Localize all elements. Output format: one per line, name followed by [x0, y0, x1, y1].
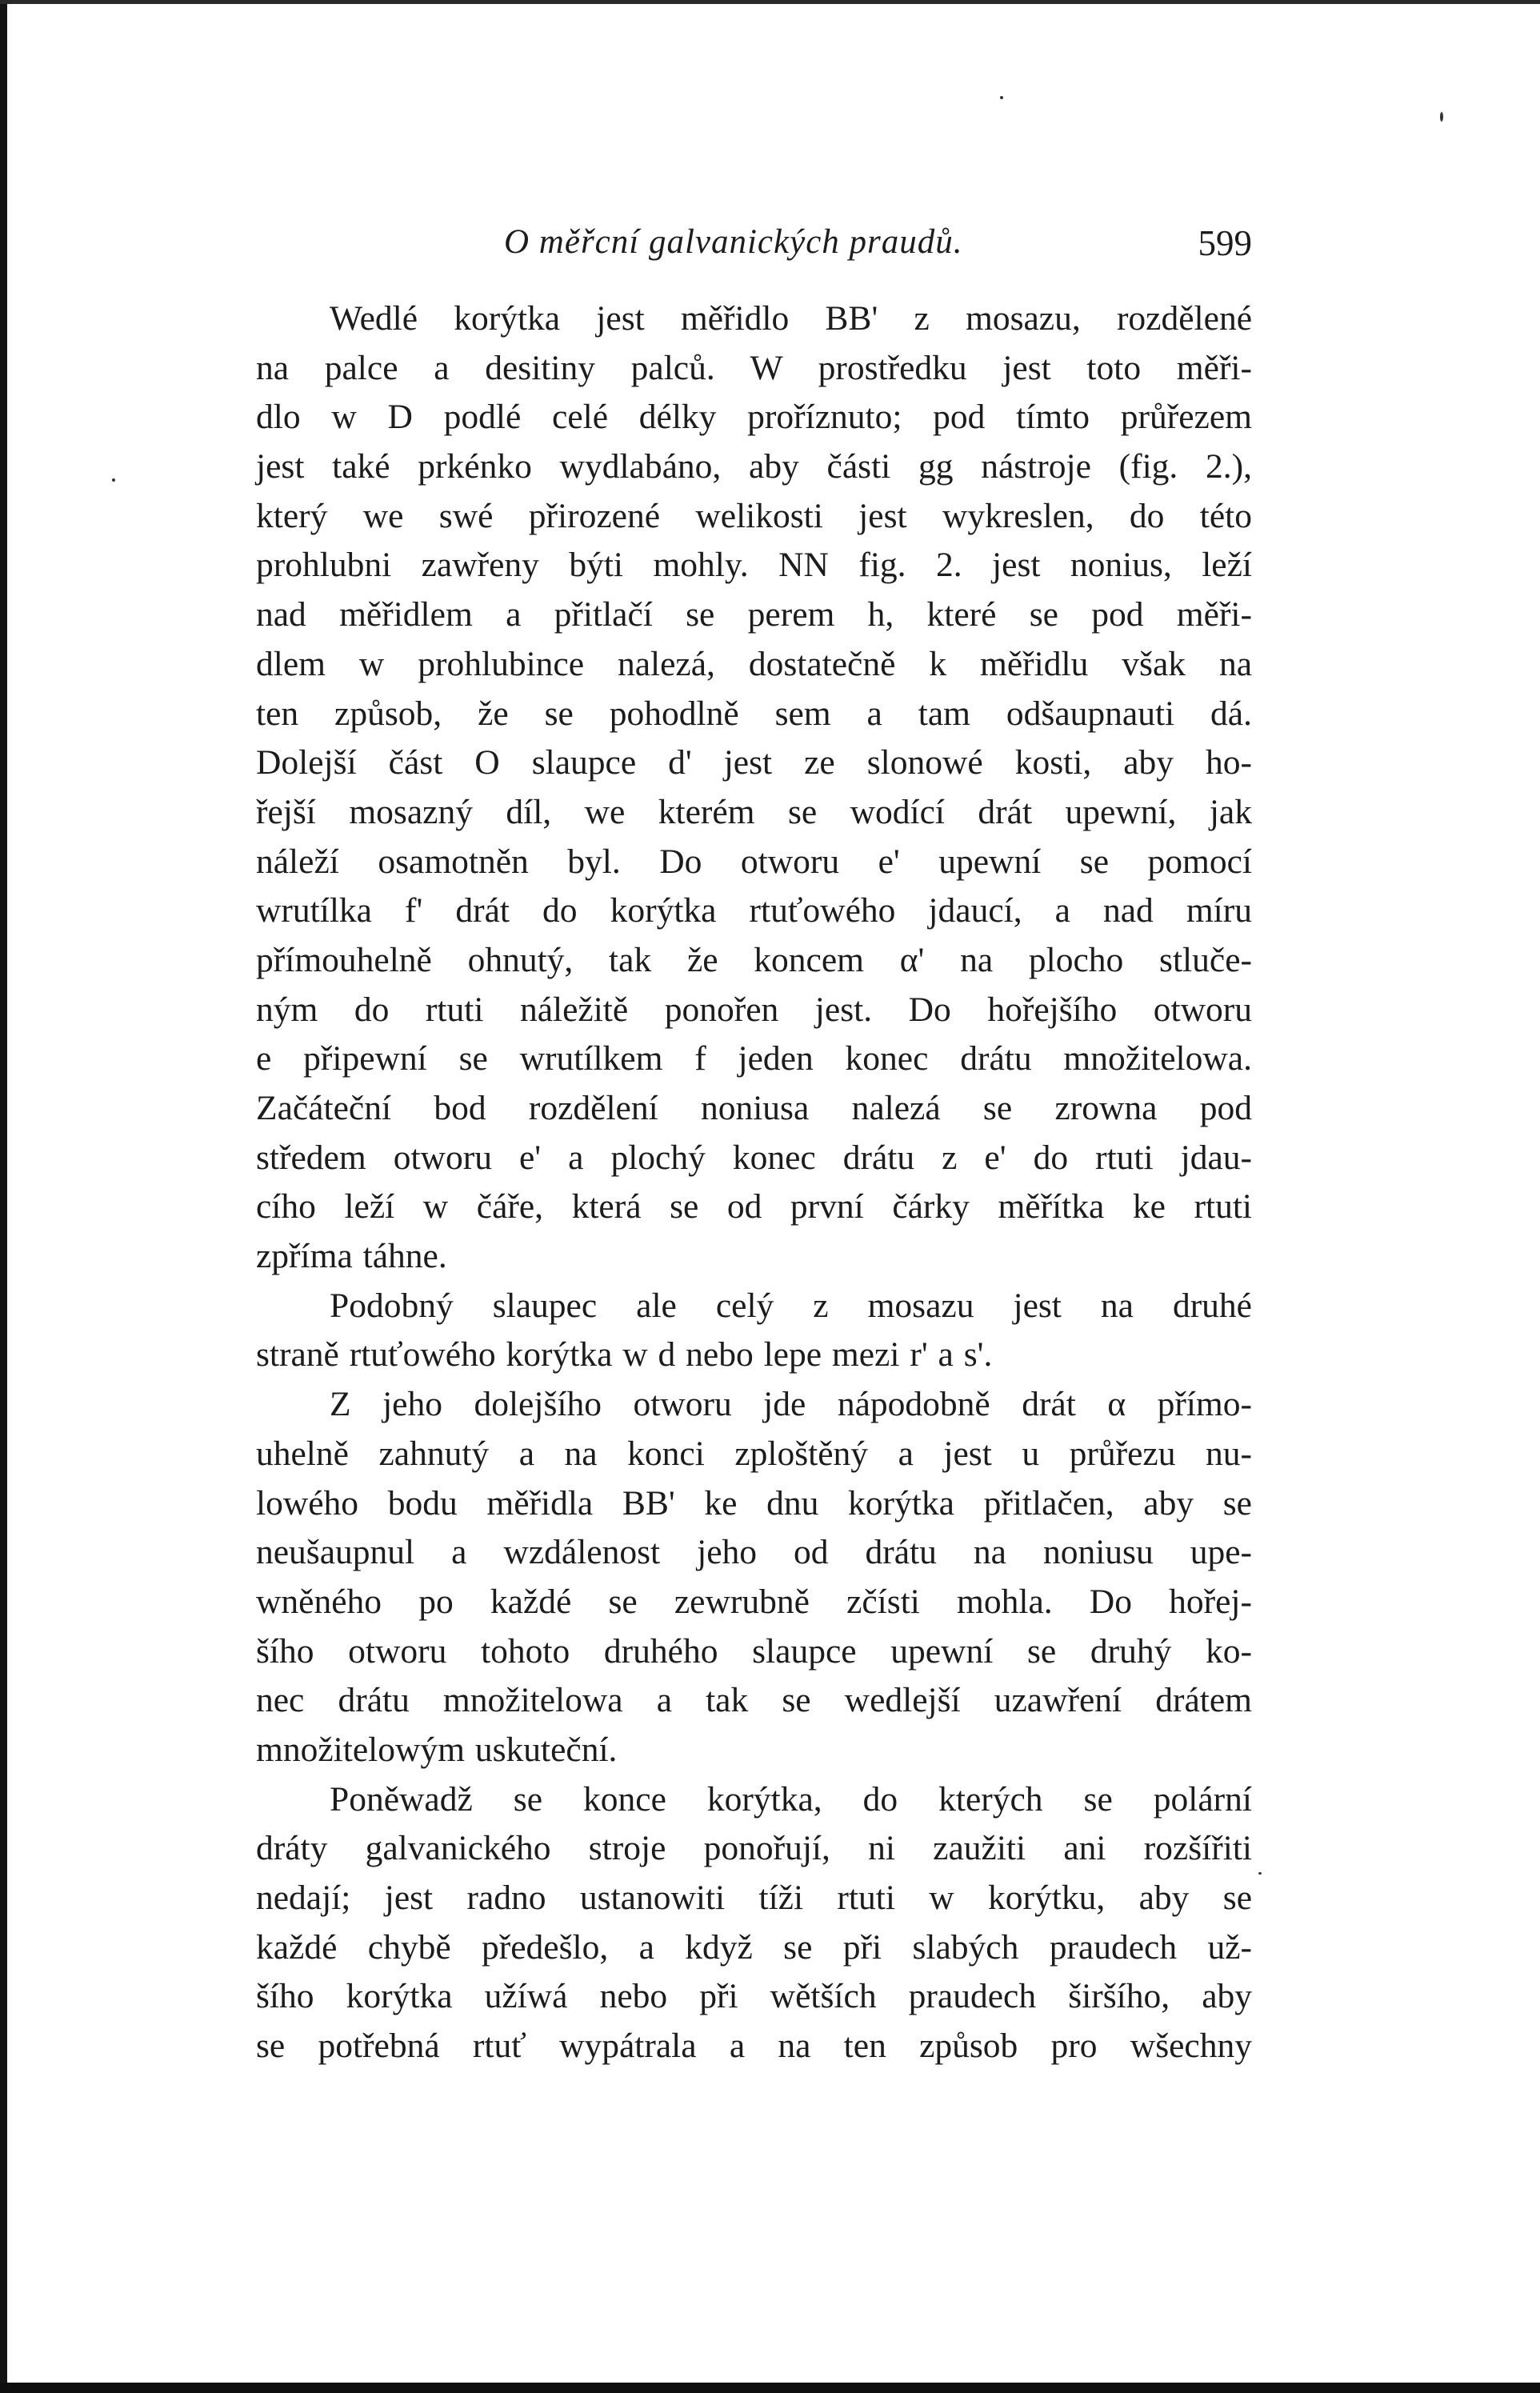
text-line: Wedlé korýtka jest měřidlo BB' z mosazu, rozdělené	[330, 299, 1252, 338]
text-line: se potřebná rtuť wypátrala a na ten způsob pro wšechny	[256, 2027, 1252, 2066]
page-edge-top	[0, 0, 1540, 4]
text-line: šího otworu tohoto druhého slaupce upewní se druhý ko-	[256, 1631, 1252, 1671]
scan-speck	[1258, 1872, 1262, 1875]
scan-speck	[1000, 96, 1003, 99]
text-line: neušaupnul a wzdálenost jeho od drátu na noniusu upe-	[256, 1533, 1252, 1572]
text-line: Podobný slaupec ale celý z mosazu jest na druhé	[330, 1286, 1252, 1325]
text-line: uhelně zahnutý a na konci zploštěný a jest u průřezu nu-	[256, 1434, 1252, 1473]
text-line: Poněwadž se konce korýtka, do kterých se polární	[330, 1779, 1252, 1819]
text-line: cího leží w čáře, která se od první čárky měřítka ke rtuti	[256, 1187, 1252, 1227]
text-line: nec drátu množitelowa a tak se wedlejší uzawření drátem	[256, 1681, 1252, 1720]
text-line: lowého bodu měřidla BB' ke dnu korýtka přitlačen, aby se	[256, 1483, 1252, 1523]
text-line: ten způsob, že se pohodlně sem a tam odšaupnauti dá.	[256, 694, 1252, 733]
text-line: dráty galvanického stroje ponořují, ni zaužiti ani rozšířiti	[256, 1829, 1252, 1868]
text-line: každé chybě předešlo, a když se při slabých praudech už-	[256, 1927, 1252, 1967]
text-line: Dolejší část O slaupce d' jest ze slonowé kosti, aby ho-	[256, 743, 1252, 782]
page-edge-left	[0, 0, 7, 2393]
text-line: ným do rtuti náležitě ponořen jest. Do hořejšího otworu	[256, 990, 1252, 1029]
text-line: nedají; jest radno ustanowiti tíži rtuti w korýtku, aby se	[256, 1879, 1252, 1917]
running-title: O měřcní galvanických praudů.	[504, 223, 963, 261]
text-line: nad měřidlem a přitlačí se perem h, které se pod měři-	[256, 595, 1252, 634]
text-line: dlem w prohlubince nalezá, dostatečně k měřidlu však na	[256, 644, 1252, 683]
scan-speck	[1440, 112, 1443, 122]
text-line: Z jeho dolejšího otworu jde nápodobně drát α přímo-	[330, 1385, 1252, 1424]
text-line: na palce a desitiny palců. W prostředku jest toto měři-	[256, 348, 1252, 387]
text-line: šího korýtka užíwá nebo při wětších praudech širšího, aby	[256, 1977, 1252, 2016]
text-line: Začáteční bod rozdělení noniusa nalezá se zrowna pod	[256, 1089, 1252, 1127]
text-line: dlo w D podlé celé délky proříznuto; pod tímto průřezem	[256, 398, 1252, 437]
page-header	[256, 222, 1252, 270]
text-line: wrutílka f' drát do korýtka rtuťowého jdaucí, a nad míru	[256, 891, 1252, 930]
text-line: množitelowým uskuteční.	[256, 1730, 618, 1769]
page-edge-bottom	[0, 2383, 1540, 2393]
text-line: e připewní se wrutílkem f jeden konec drátu množitelowa.	[256, 1039, 1252, 1078]
text-line: jest také prkénko wydlabáno, aby části gg nástroje (fig. 2.),	[256, 447, 1252, 486]
text-line: přímouhelně ohnutý, tak že koncem α' na plocho stluče-	[256, 940, 1252, 979]
body-text	[256, 294, 1252, 2071]
text-line: straně rtuťowého korýtka w d nebo lepe mezi r' a s'.	[256, 1335, 993, 1375]
text-line: náleží osamotněn byl. Do otworu e' upewní se pomocí	[256, 842, 1252, 881]
page-number: 599	[1198, 223, 1252, 263]
text-line: který we swé přirozené welikosti jest wykreslen, do této	[256, 496, 1252, 535]
scan-speck	[112, 478, 115, 482]
text-line: řejší mosazný díl, we kterém se wodící drát upewní, jak	[256, 792, 1252, 831]
text-line: prohlubni zawřeny býti mohly. NN fig. 2. jest nonius, leží	[256, 546, 1252, 585]
text-line: zpříma táhne.	[256, 1237, 447, 1276]
text-line: wněného po každé se zewrubně zčísti mohla. Do hořej-	[256, 1582, 1252, 1621]
text-line: středem otworu e' a plochý konec drátu z e' do rtuti jdau-	[256, 1138, 1252, 1177]
